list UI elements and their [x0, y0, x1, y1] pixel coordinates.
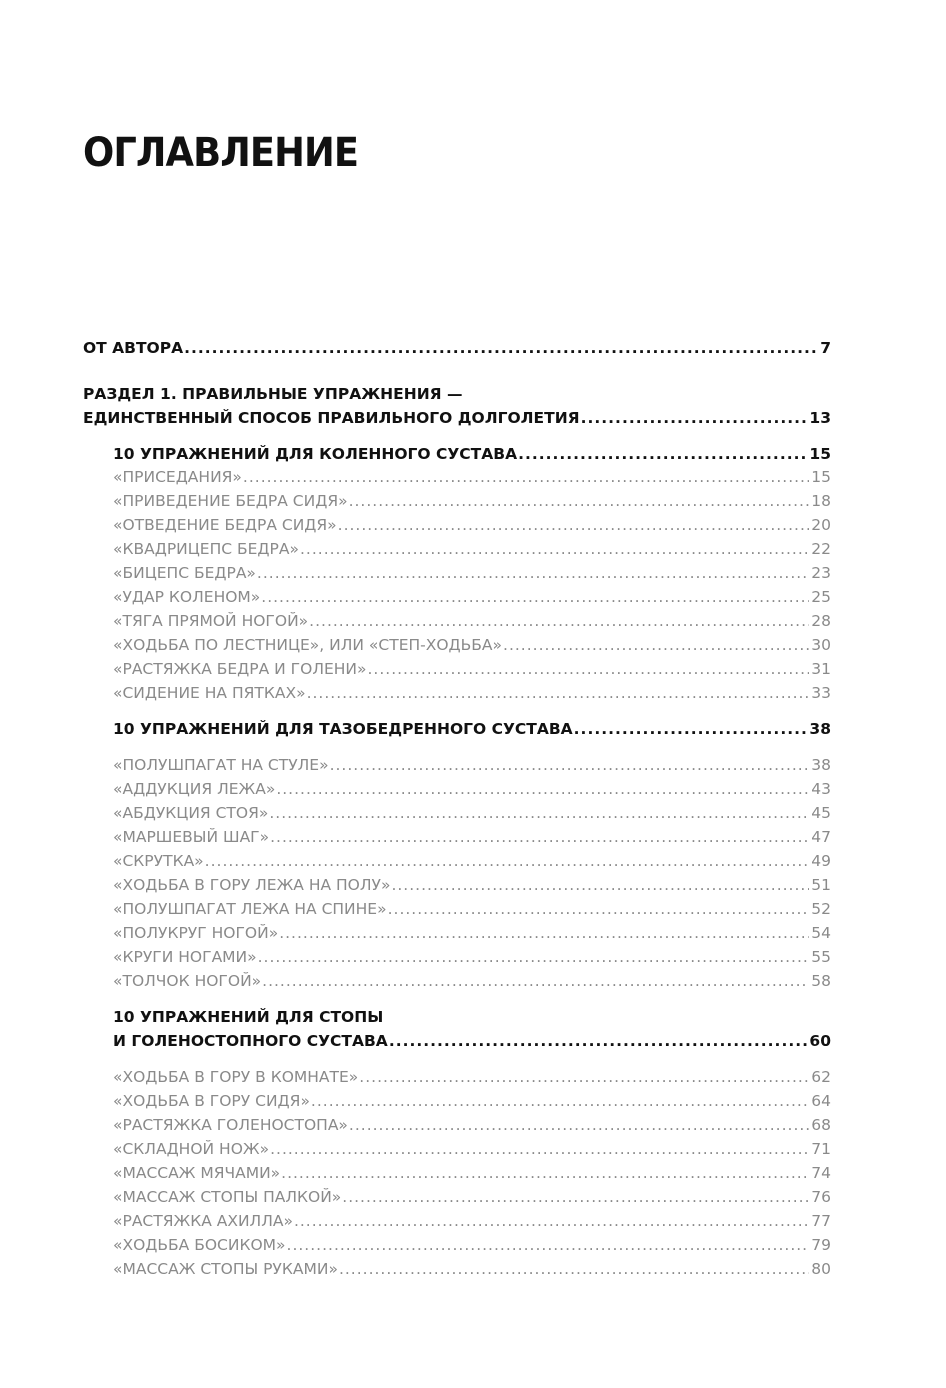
toc-entry-label: И ГОЛЕНОСТОПНОГО СУСТАВА	[113, 1032, 388, 1050]
toc-item-label: «РАСТЯЖКА АХИЛЛА»	[113, 1212, 293, 1230]
toc-leader-dots	[281, 1163, 809, 1183]
toc-item-label: «ПОЛУКРУГ НОГОЙ»	[113, 924, 279, 942]
toc-chapter-foot-line1: 10 УПРАЖНЕНИЙ ДЛЯ СТОПЫ	[113, 1008, 384, 1026]
toc-leader-dots	[349, 1115, 809, 1135]
toc-leader-dots	[359, 1067, 809, 1087]
toc-leader-dots	[279, 923, 809, 943]
toc-item-label: «МАССАЖ СТОПЫ ПАЛКОЙ»	[113, 1188, 342, 1206]
toc-item-page: 18	[811, 492, 831, 510]
toc-leader-dots	[339, 1259, 809, 1279]
toc-item[interactable]	[113, 947, 831, 967]
toc-leader-dots	[389, 1031, 808, 1051]
toc-item[interactable]	[113, 611, 831, 631]
toc-leader-dots	[269, 803, 809, 823]
toc-item[interactable]	[113, 803, 831, 823]
toc-item-label: «ТЯГА ПРЯМОЙ НОГОЙ»	[113, 612, 309, 630]
toc-item-label: «ТОЛЧОК НОГОЙ»	[113, 972, 262, 990]
toc-item-label: «ХОДЬБА В ГОРУ ЛЕЖА НА ПОЛУ»	[113, 876, 391, 894]
toc-item[interactable]	[113, 875, 831, 895]
toc-item-page: 22	[811, 540, 831, 558]
toc-item[interactable]	[113, 1115, 831, 1135]
toc-item[interactable]	[113, 683, 831, 703]
toc-item-page: 49	[811, 852, 831, 870]
toc-leader-dots	[270, 827, 809, 847]
toc-item[interactable]	[113, 563, 831, 583]
toc-item-page: 55	[811, 948, 831, 966]
toc-item-page: 58	[811, 972, 831, 990]
toc-item-page: 76	[811, 1188, 831, 1206]
toc-entry-page: 38	[809, 720, 831, 738]
toc-item-page: 15	[811, 468, 831, 486]
toc-entry-author[interactable]	[83, 338, 831, 358]
toc-item[interactable]	[113, 635, 831, 655]
toc-item-label: «ХОДЬБА В ГОРУ СИДЯ»	[113, 1092, 310, 1110]
toc-item-page: 28	[811, 612, 831, 630]
toc-item-page: 77	[811, 1212, 831, 1230]
toc-item-page: 20	[811, 516, 831, 534]
toc-leader-dots	[338, 515, 810, 535]
toc-item-label: «БИЦЕПС БЕДРА»	[113, 564, 256, 582]
toc-leader-dots	[258, 947, 810, 967]
toc-item[interactable]	[113, 587, 831, 607]
toc-leader-dots	[518, 444, 807, 464]
toc-leader-dots	[311, 1091, 809, 1111]
toc-section-1-line1: РАЗДЕЛ 1. ПРАВИЛЬНЫЕ УПРАЖНЕНИЯ —	[83, 385, 463, 403]
page-title: ОГЛАВЛЕНИЕ	[83, 130, 359, 176]
toc-item-page: 71	[811, 1140, 831, 1158]
toc-item[interactable]	[113, 659, 831, 679]
toc-leader-dots	[349, 491, 810, 511]
toc-item-page: 30	[811, 636, 831, 654]
toc-item[interactable]	[113, 899, 831, 919]
toc-item-page: 23	[811, 564, 831, 582]
toc-item[interactable]	[113, 827, 831, 847]
toc-item-label: «ХОДЬБА В ГОРУ В КОМНАТЕ»	[113, 1068, 359, 1086]
toc-leader-dots	[574, 719, 808, 739]
toc-item[interactable]	[113, 1259, 831, 1279]
toc-item-label: «ПОЛУШПАГАТ НА СТУЛЕ»	[113, 756, 329, 774]
toc-item[interactable]	[113, 779, 831, 799]
toc-leader-dots	[368, 659, 810, 679]
toc-item[interactable]	[113, 515, 831, 535]
toc-leader-dots	[330, 755, 810, 775]
toc-item[interactable]	[113, 1139, 831, 1159]
toc-item-label: «СИДЕНИЕ НА ПЯТКАХ»	[113, 684, 306, 702]
toc-item-label: «КРУГИ НОГАМИ»	[113, 948, 257, 966]
toc-leader-dots	[270, 1139, 809, 1159]
toc-entry-label: ОТ АВТОРА	[83, 339, 184, 357]
toc-item-page: 31	[811, 660, 831, 678]
toc-leader-dots	[309, 611, 809, 631]
toc-chapter-hip[interactable]	[113, 719, 831, 739]
toc-item[interactable]	[113, 1187, 831, 1207]
toc-entry-label: ЕДИНСТВЕННЫЙ СПОСОБ ПРАВИЛЬНОГО ДОЛГОЛЕТИЯ	[83, 409, 580, 427]
toc-item[interactable]	[113, 971, 831, 991]
toc-item-label: «ХОДЬБА ПО ЛЕСТНИЦЕ», ИЛИ «СТЕП-ХОДЬБА»	[113, 636, 503, 654]
toc-item-page: 52	[811, 900, 831, 918]
toc-leader-dots	[388, 899, 810, 919]
toc-item-label: «СКЛАДНОЙ НОЖ»	[113, 1140, 270, 1158]
toc-entry-label: 10 УПРАЖНЕНИЙ ДЛЯ ТАЗОБЕДРЕННОГО СУСТАВА	[113, 720, 573, 738]
toc-leader-dots	[276, 779, 809, 799]
toc-item-page: 51	[811, 876, 831, 894]
toc-item[interactable]	[113, 1163, 831, 1183]
toc-item-label: «МАРШЕВЫЙ ШАГ»	[113, 828, 270, 846]
toc-leader-dots	[503, 635, 809, 655]
toc-item-page: 74	[811, 1164, 831, 1182]
toc-item-label: «РАСТЯЖКА ГОЛЕНОСТОПА»	[113, 1116, 348, 1134]
toc-item-label: «ПРИВЕДЕНИЕ БЕДРА СИДЯ»	[113, 492, 348, 510]
toc-item[interactable]	[113, 1091, 831, 1111]
toc-leader-dots	[184, 338, 818, 358]
toc-item-page: 80	[811, 1260, 831, 1278]
toc-item-label: «МАССАЖ СТОПЫ РУКАМИ»	[113, 1260, 338, 1278]
toc-item-page: 38	[811, 756, 831, 774]
toc-item[interactable]	[113, 755, 831, 775]
toc-chapter-foot[interactable]	[113, 1031, 831, 1051]
toc-item-page: 62	[811, 1068, 831, 1086]
toc-leader-dots	[581, 408, 808, 428]
toc-chapter-knee[interactable]	[113, 444, 831, 464]
toc-item-label: «КВАДРИЦЕПС БЕДРА»	[113, 540, 299, 558]
toc-item-label: «ХОДЬБА БОСИКОМ»	[113, 1236, 286, 1254]
toc-item[interactable]	[113, 467, 831, 487]
toc-item-page: 54	[811, 924, 831, 942]
toc-item[interactable]	[113, 539, 831, 559]
toc-item-label: «ПРИСЕДАНИЯ»	[113, 468, 242, 486]
toc-leader-dots	[391, 875, 809, 895]
toc-leader-dots	[294, 1211, 809, 1231]
toc-item-page: 47	[811, 828, 831, 846]
toc-item-label: «МАССАЖ МЯЧАМИ»	[113, 1164, 281, 1182]
toc-item[interactable]	[113, 851, 831, 871]
toc-entry-page: 60	[809, 1032, 831, 1050]
toc-item[interactable]	[113, 1235, 831, 1255]
toc-item-page: 45	[811, 804, 831, 822]
toc-item[interactable]	[113, 923, 831, 943]
toc-item-page: 33	[811, 684, 831, 702]
toc-leader-dots	[205, 851, 810, 871]
toc-item-label: «АБДУКЦИЯ СТОЯ»	[113, 804, 269, 822]
toc-leader-dots	[261, 587, 809, 607]
toc-item-page: 25	[811, 588, 831, 606]
toc-leader-dots	[262, 971, 809, 991]
toc-leader-dots	[287, 1235, 810, 1255]
toc-item-label: «ПОЛУШПАГАТ ЛЕЖА НА СПИНЕ»	[113, 900, 387, 918]
toc-entry-page: 15	[809, 445, 831, 463]
toc-leader-dots	[257, 563, 809, 583]
toc-item-page: 64	[811, 1092, 831, 1110]
toc-leader-dots	[307, 683, 810, 703]
toc-item-label: «УДАР КОЛЕНОМ»	[113, 588, 261, 606]
toc-item-page: 43	[811, 780, 831, 798]
toc-entry-page: 13	[809, 409, 831, 427]
toc-item-page: 79	[811, 1236, 831, 1254]
toc-entry-page: 7	[820, 339, 831, 357]
toc-item[interactable]	[113, 491, 831, 511]
toc-item[interactable]	[113, 1211, 831, 1231]
toc-item-label: «РАСТЯЖКА БЕДРА И ГОЛЕНИ»	[113, 660, 367, 678]
toc-item-label: «АДДУКЦИЯ ЛЕЖА»	[113, 780, 276, 798]
toc-item[interactable]	[113, 1067, 831, 1087]
toc-leader-dots	[243, 467, 809, 487]
toc-entry-label: 10 УПРАЖНЕНИЙ ДЛЯ КОЛЕННОГО СУСТАВА	[113, 445, 518, 463]
toc-leader-dots	[300, 539, 809, 559]
toc-item-label: «ОТВЕДЕНИЕ БЕДРА СИДЯ»	[113, 516, 337, 534]
toc-item-label: «СКРУТКА»	[113, 852, 204, 870]
toc-leader-dots	[342, 1187, 809, 1207]
toc-section-1[interactable]	[83, 408, 831, 428]
toc-item-page: 68	[811, 1116, 831, 1134]
